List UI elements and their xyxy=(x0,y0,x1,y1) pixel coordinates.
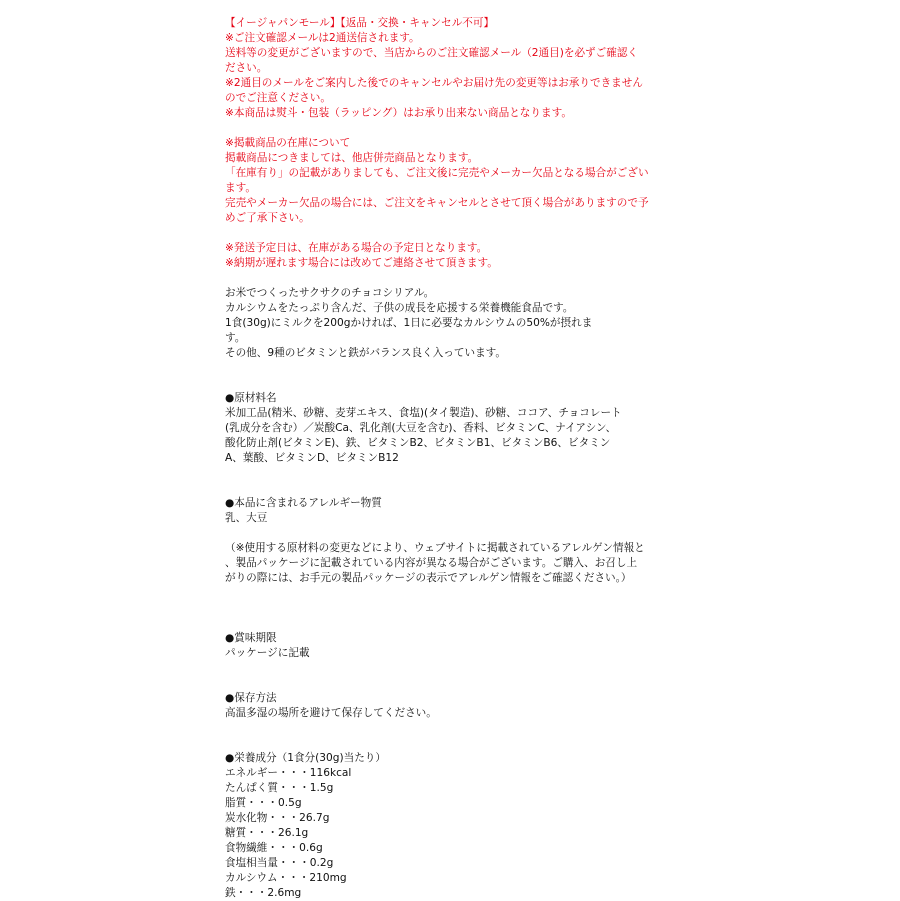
ingredients-line: 酸化防止剤(ビタミンE)、鉄、ビタミンB2、ビタミンB1、ビタミンB6、ビタミン xyxy=(225,437,611,449)
notice-stock-line: ます。 xyxy=(225,182,256,194)
best-before-heading: ●賞味期限 xyxy=(225,632,277,644)
description-line: お米でつくったサクサクのチョコシリアル。 xyxy=(225,287,435,299)
notice-stock-line: 掲載商品につきましては、他店併売商品となります。 xyxy=(225,152,479,164)
nutrition-row: 炭水化物・・・26.7g xyxy=(225,812,330,824)
notice-stock-line: 完売やメーカー欠品の場合には、ご注文をキャンセルとさせて頂く場合がありますので予 xyxy=(225,197,649,209)
nutrition-row: 脂質・・・0.5g xyxy=(225,797,302,809)
nutrition-row: たんぱく質・・・1.5g xyxy=(225,782,334,794)
allergens-section xyxy=(225,496,655,586)
best-before-value: パッケージに記載 xyxy=(225,647,310,659)
nutrition-heading: ●栄養成分（1食分(30g)当たり） xyxy=(225,752,386,764)
ingredients-line: (乳成分を含む）／炭酸Ca、乳化剤(大豆を含む)、香料、ビタミンC、ナイアシン、 xyxy=(225,422,617,434)
storage-heading: ●保存方法 xyxy=(225,692,277,704)
notice-order-line: のでご注意ください。 xyxy=(225,92,331,104)
notice-order-line: 送料等の変更がございますので、当店からのご注文確認メール（2通目)を必ずご確認く xyxy=(225,47,639,59)
nutrition-row: 食塩相当量・・・0.2g xyxy=(225,857,334,869)
storage-section xyxy=(225,691,655,721)
product-description-document xyxy=(225,16,655,901)
description-line: 1食(30g)にミルクを200gかければ、1日に必要なカルシウムの50%が摂れま xyxy=(225,317,593,329)
ingredients-line: 米加工品(精米、砂糖、麦芽エキス、食塩)(タイ製造)、砂糖、ココア、チョコレート xyxy=(225,407,622,419)
notice-stock-line: ※掲載商品の在庫について xyxy=(225,137,351,149)
best-before-section xyxy=(225,631,655,661)
storage-value: 高温多湿の場所を避けて保存してください。 xyxy=(225,707,437,719)
product-description xyxy=(225,286,655,361)
notice-order-line: ※ご注文確認メールは2通送信されます。 xyxy=(225,32,420,44)
nutrition-row: エネルギー・・・116kcal xyxy=(225,767,352,779)
notice-shipping-line: ※納期が遅れます場合には改めてご連絡させて頂きます。 xyxy=(225,257,498,269)
nutrition-row: カルシウム・・・210mg xyxy=(225,872,347,884)
notice-order-line: ※2通目のメールをご案内した後でのキャンセルやお届け先の変更等はお承りできません xyxy=(225,77,643,89)
allergens-note-line: がりの際には、お手元の製品パッケージの表示でアレルゲン情報をご確認ください。） xyxy=(225,572,632,584)
allergens-heading: ●本品に含まれるアレルギー物質 xyxy=(225,497,382,509)
ingredients-heading: ●原材料名 xyxy=(225,392,277,404)
nutrition-row: 糖質・・・26.1g xyxy=(225,827,309,839)
ingredients-line: A、葉酸、ビタミンD、ビタミンB12 xyxy=(225,452,399,464)
description-line: す。 xyxy=(225,332,246,344)
notice-stock-line: めご了承下さい。 xyxy=(225,212,310,224)
notice-shipping-line: ※発送予定日は、在庫がある場合の予定日となります。 xyxy=(225,242,488,254)
notice-order-line: ださい。 xyxy=(225,62,268,74)
notice-header: 【イージャパンモール】【返品・交換・キャンセル不可】 xyxy=(225,17,495,29)
nutrition-row: 鉄・・・2.6mg xyxy=(225,887,302,899)
description-line: その他、9種のビタミンと鉄がバランス良く入っています。 xyxy=(225,347,507,359)
notice-order-line: ※本商品は熨斗・包装（ラッピング）はお承り出来ない商品となります。 xyxy=(225,107,572,119)
allergens-value: 乳、大豆 xyxy=(225,512,268,524)
description-line: カルシウムをたっぷり含んだ、子供の成長を応援する栄養機能食品です。 xyxy=(225,302,574,314)
allergens-note-line: （※使用する原材料の変更などにより、ウェブサイトに掲載されているアレルゲン情報と xyxy=(225,542,645,554)
ingredients-section xyxy=(225,391,655,466)
nutrition-row: 食物繊維・・・0.6g xyxy=(225,842,323,854)
nutrition-section xyxy=(225,751,655,901)
notice-stock-line: 「在庫有り」の記載がありましても、ご注文後に完売やメーカー欠品となる場合がござい xyxy=(225,167,649,179)
notice-section xyxy=(225,16,655,271)
allergens-note-line: 、製品パッケージに記載されている内容が異なる場合がございます。ご購入、お召し上 xyxy=(225,557,638,569)
